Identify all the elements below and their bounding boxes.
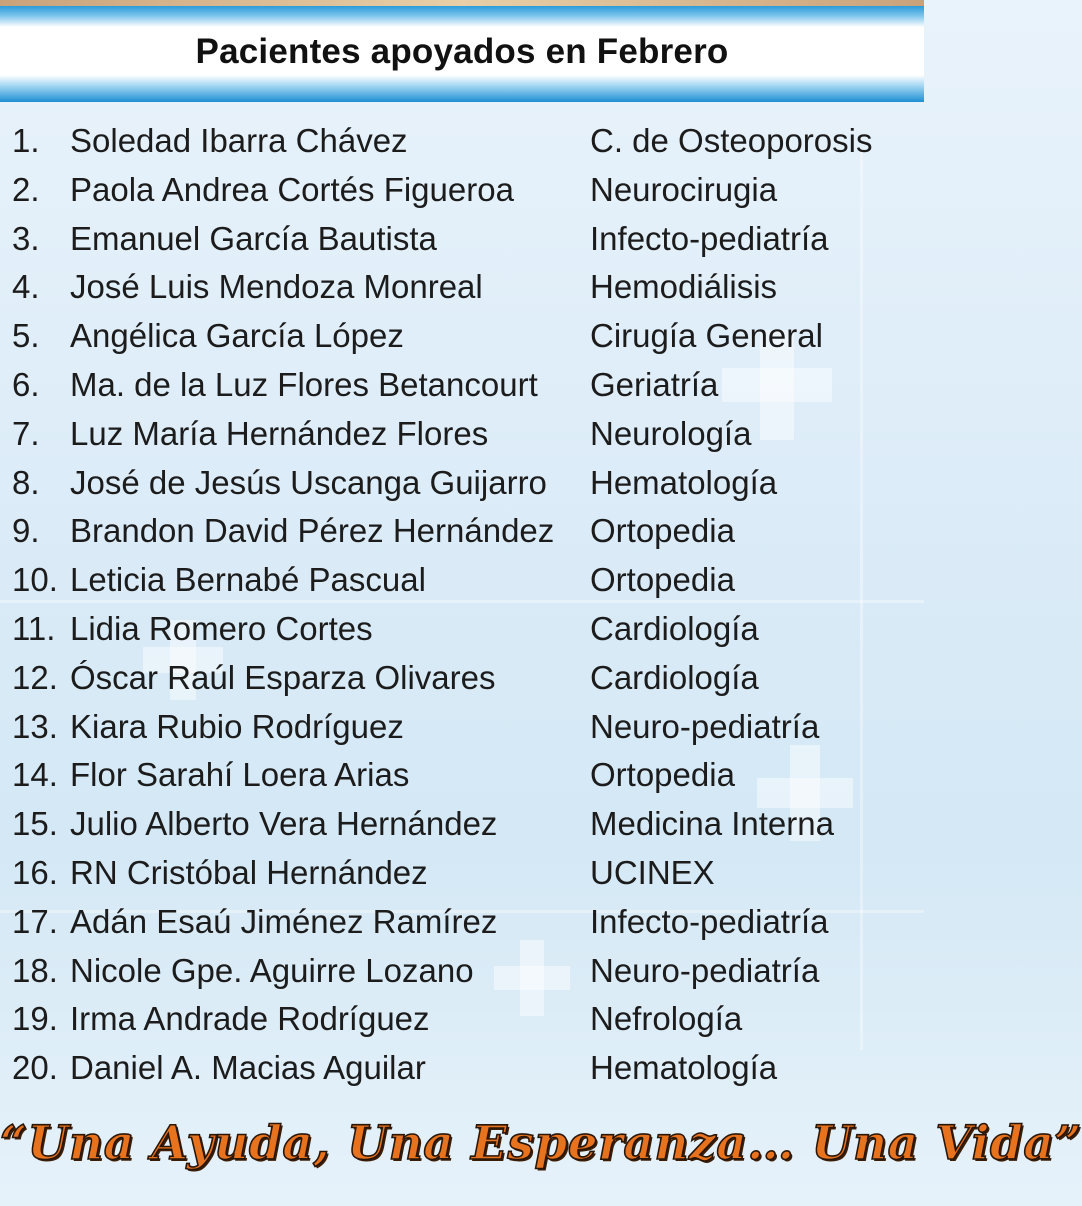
patient-name: Irma Andrade Rodríguez	[70, 1000, 430, 1038]
list-item	[0, 848, 924, 897]
item-number: 13.	[12, 707, 58, 745]
patient-list	[0, 116, 924, 1092]
list-item	[0, 458, 924, 507]
patient-specialty: Ortopedia	[590, 561, 735, 599]
item-number: 6.	[12, 365, 40, 403]
item-number: 3.	[12, 219, 40, 257]
list-item	[0, 897, 924, 946]
item-number: 14.	[12, 756, 58, 794]
list-item	[0, 653, 924, 702]
list-item	[0, 994, 924, 1043]
list-item	[0, 116, 924, 165]
patient-specialty: Neuro-pediatría	[590, 707, 820, 745]
patient-name: Paola Andrea Cortés Figueroa	[70, 170, 514, 208]
item-number: 1.	[12, 122, 40, 159]
patient-specialty: Hemodiálisis	[590, 268, 778, 306]
patient-specialty: Medicina Interna	[590, 805, 834, 843]
list-item	[0, 604, 924, 653]
patient-name: RN Cristóbal Hernández	[70, 853, 428, 891]
patient-specialty: Hematología	[590, 1049, 778, 1087]
list-item	[0, 311, 924, 360]
item-number: 20.	[12, 1049, 58, 1087]
list-item	[0, 702, 924, 751]
patient-specialty: Cardiología	[590, 658, 759, 696]
list-item	[0, 165, 924, 214]
patient-name: Luz María Hernández Flores	[70, 414, 489, 452]
patient-specialty: Infecto-pediatría	[590, 902, 829, 940]
item-number: 9.	[12, 512, 40, 550]
patient-name: Daniel A. Macias Aguilar	[70, 1049, 426, 1087]
patient-name: Emanuel García Bautista	[70, 219, 437, 257]
item-number: 16.	[12, 853, 58, 891]
list-item	[0, 1043, 924, 1092]
patient-specialty: Ortopedia	[590, 756, 735, 794]
item-number: 12.	[12, 658, 58, 696]
item-number: 2.	[12, 170, 40, 208]
item-number: 18.	[12, 951, 58, 989]
list-item	[0, 750, 924, 799]
item-number: 15.	[12, 805, 58, 843]
item-number: 11.	[12, 609, 56, 647]
patient-specialty: Geriatría	[590, 365, 719, 403]
item-number: 10.	[12, 561, 58, 599]
patient-specialty: Neurología	[590, 414, 752, 452]
patient-name: Leticia Bernabé Pascual	[70, 561, 426, 599]
patient-name: Ma. de la Luz Flores Betancourt	[70, 365, 538, 403]
patient-name: José Luis Mendoza Monreal	[70, 268, 483, 306]
item-number: 5.	[12, 317, 40, 355]
patient-name: Flor Sarahí Loera Arias	[70, 756, 410, 794]
patient-name: Brandon David Pérez Hernández	[70, 512, 555, 550]
item-number: 19.	[12, 1000, 58, 1038]
patient-name: Lidia Romero Cortes	[70, 609, 373, 647]
list-item	[0, 946, 924, 995]
patient-specialty: Nefrología	[590, 1000, 743, 1038]
slogan: “Una Ayuda, Una Esperanza… Una Vida”	[0, 1116, 1082, 1171]
patient-name: Julio Alberto Vera Hernández	[70, 805, 498, 843]
patient-name: Soledad Ibarra Chávez	[70, 122, 408, 159]
page-title: Pacientes apoyados en Febrero	[195, 32, 729, 71]
list-item	[0, 555, 924, 604]
patient-specialty: Cardiología	[590, 609, 759, 647]
title-banner	[0, 6, 924, 102]
patient-specialty: Ortopedia	[590, 512, 735, 550]
patient-specialty: Cirugía General	[590, 317, 823, 355]
patient-name: Angélica García López	[70, 317, 404, 355]
patient-specialty: Neurocirugia	[590, 170, 778, 208]
item-number: 8.	[12, 463, 40, 501]
item-number: 4.	[12, 268, 40, 306]
patient-name: Óscar Raúl Esparza Olivares	[70, 658, 496, 696]
list-item	[0, 214, 924, 263]
list-item	[0, 360, 924, 409]
list-item	[0, 409, 924, 458]
patient-name: Adán Esaú Jiménez Ramírez	[70, 902, 498, 940]
patient-specialty: UCINEX	[590, 853, 715, 891]
patient-specialty: Hematología	[590, 463, 778, 501]
patient-specialty: Infecto-pediatría	[590, 219, 829, 257]
list-item	[0, 799, 924, 848]
item-number: 7.	[12, 414, 40, 452]
item-number: 17.	[12, 902, 58, 940]
patient-name: José de Jesús Uscanga Guijarro	[70, 463, 547, 501]
list-item	[0, 506, 924, 555]
patient-specialty: Neuro-pediatría	[590, 951, 820, 989]
list-item	[0, 262, 924, 311]
patient-specialty: C. de Osteoporosis	[590, 122, 873, 159]
patient-name: Nicole Gpe. Aguirre Lozano	[70, 951, 474, 989]
patient-name: Kiara Rubio Rodríguez	[70, 707, 404, 745]
